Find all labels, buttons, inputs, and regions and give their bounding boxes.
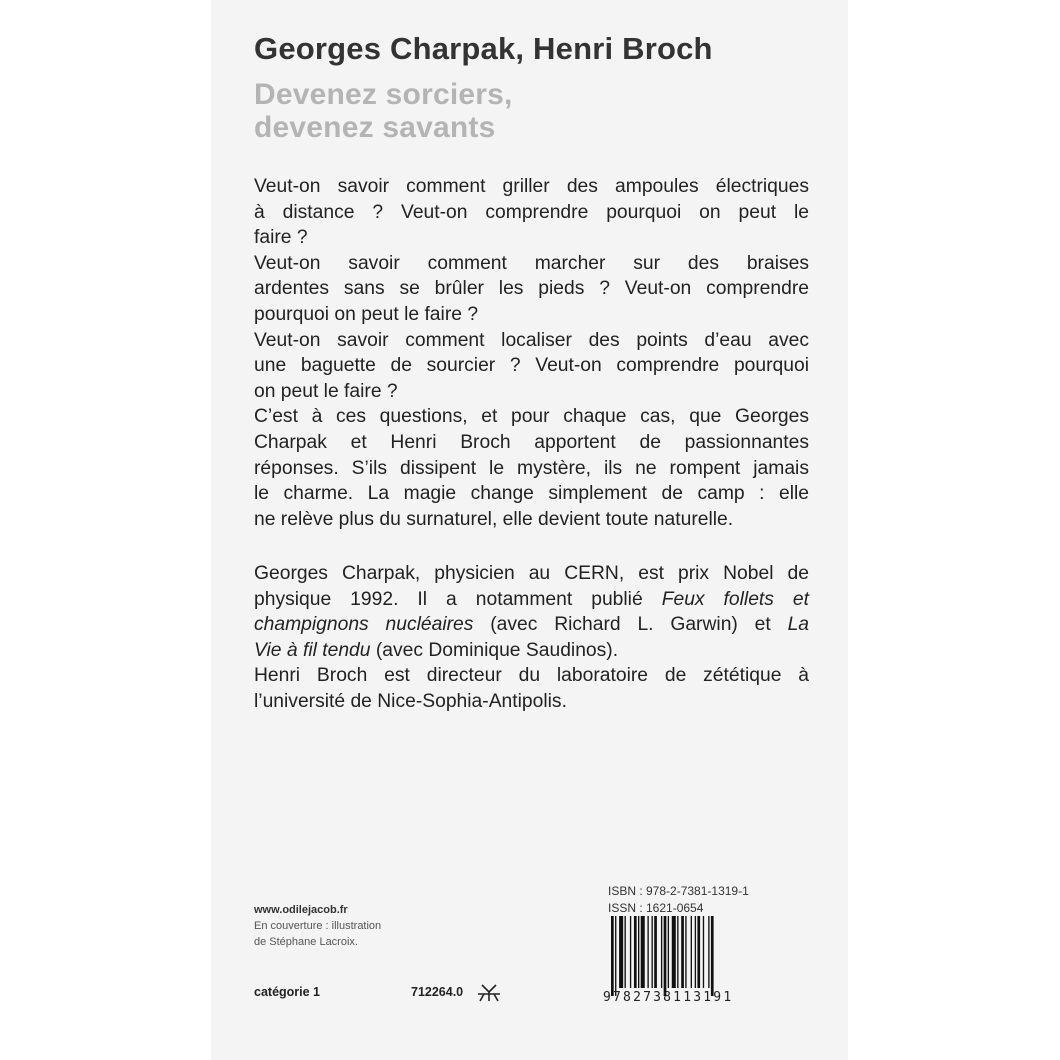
blurb-line: ne relève plus du surnaturel, elle devient toute naturelle.	[254, 508, 734, 530]
product-code: 712264.0	[411, 985, 464, 999]
blurb-line: C’est à ces questions, et pour chaque cas, que Georges	[254, 406, 809, 428]
barcode-bar	[619, 916, 623, 988]
cover-credit	[254, 918, 381, 950]
barcode-bar	[652, 916, 653, 988]
barcode-bar	[672, 916, 676, 988]
barcode-bar	[668, 916, 669, 988]
barcode-bar	[647, 916, 648, 988]
blurb-line: Charpak et Henri Broch apportent de passionnantes	[254, 431, 809, 453]
blurb-line: le charme. La magie change simplement de camp : elle	[254, 483, 809, 505]
blurb-line: réponses. S’ils dissipent le mystère, ils ne rompent jamais	[254, 457, 809, 479]
book-title	[254, 78, 513, 144]
barcode-digits: 9782738113191	[603, 990, 734, 1005]
blurb-line: Veut-on savoir comment marcher sur des braises	[254, 252, 809, 274]
barcode-bar	[611, 916, 614, 996]
price-category: catégorie 1	[254, 985, 321, 999]
blurb-line: Veut-on savoir comment griller des ampoules électriques	[254, 176, 809, 197]
blurb-line: à distance ? Veut-on comprendre pourquoi on peut le	[254, 201, 809, 223]
barcode-bar	[654, 916, 657, 988]
book-reference: Feux follets et	[661, 588, 809, 610]
bio-line	[254, 587, 809, 613]
book-title-line-1: Devenez sorciers,	[254, 78, 513, 111]
blurb-line: une baguette de sourcier ? Veut-on comprendre pourquoi	[254, 355, 809, 377]
barcode-bar	[638, 916, 639, 988]
bio-line: Georges Charpak, physicien au CERN, est prix Nobel de	[254, 563, 809, 584]
barcode-bar	[695, 916, 696, 988]
barcode-bar	[661, 916, 662, 988]
bio-text: physique 1992. Il a notamment publié	[254, 588, 662, 610]
barcode-bar	[625, 916, 626, 988]
issn-number: ISSN : 1621-0654	[608, 901, 704, 915]
book-reference: La	[787, 614, 810, 636]
bio-line: Henri Broch est directeur du laboratoire de zététique à	[254, 665, 809, 687]
barcode-bar	[664, 916, 667, 996]
authors-heading: Georges Charpak, Henri Broch	[254, 31, 713, 66]
blurb-line: on peut le faire ?	[254, 380, 398, 402]
book-reference: Vie à fil tendu	[254, 639, 371, 661]
barcode-bar	[685, 916, 686, 988]
barcode-bar	[708, 916, 709, 988]
blurb-line: Veut-on savoir comment localiser des points d’eau avec	[254, 329, 809, 351]
blurb-paragraph	[254, 174, 809, 532]
barcode-bar	[711, 916, 714, 996]
publisher-logo-icon	[476, 982, 502, 1002]
barcode-bar	[691, 916, 692, 988]
author-bio-paragraph	[254, 561, 809, 715]
book-reference: champignons nucléaires	[254, 614, 474, 636]
barcode-bar	[634, 916, 637, 988]
isbn-number: ISBN : 978-2-7381-1319-1	[608, 884, 749, 898]
bio-text: (avec Dominique Saudinos).	[370, 639, 619, 661]
barcode-bar	[681, 916, 684, 988]
barcode-bar	[641, 916, 645, 988]
bio-line	[254, 612, 809, 638]
cover-credit-line-2: de Stéphane Lacroix.	[254, 936, 358, 948]
barcode-bar	[630, 916, 631, 988]
blurb-line: faire ?	[254, 227, 308, 249]
barcode-bar	[703, 916, 704, 988]
book-title-line-2: devenez savants	[254, 111, 496, 144]
publisher-website: www.odilejacob.fr	[254, 904, 348, 916]
bio-line: l’université de Nice-Sophia-Antipolis.	[254, 690, 567, 712]
bio-text: (avec Richard L. Garwin) et	[473, 614, 788, 636]
bio-line	[254, 638, 809, 664]
barcode-bar	[697, 916, 700, 988]
blurb-line: pourquoi on peut le faire ?	[254, 303, 479, 325]
barcode-bar	[677, 916, 678, 988]
isbn-block	[608, 883, 749, 917]
cover-credit-line-1: En couverture : illustration	[254, 920, 382, 932]
barcode-bar	[615, 916, 616, 996]
blurb-line: ardentes sans se brûler les pieds ? Veut-on comprendre	[254, 278, 809, 300]
